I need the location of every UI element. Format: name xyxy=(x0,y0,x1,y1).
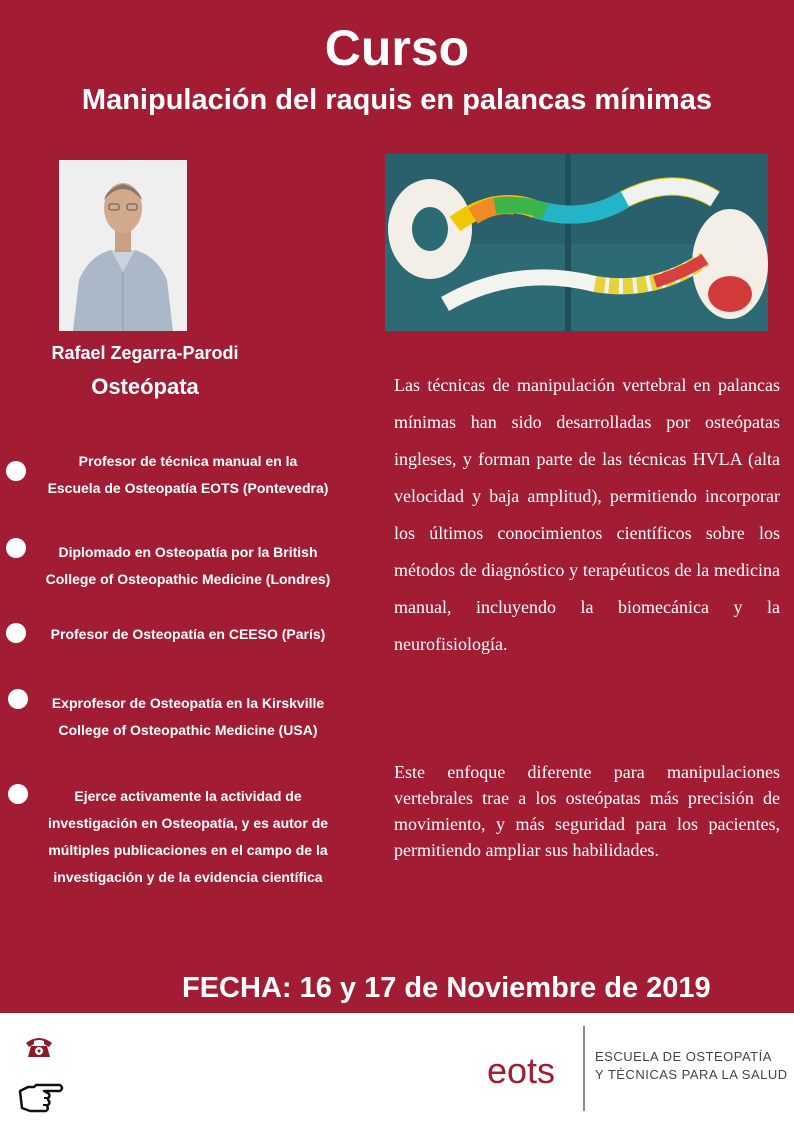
credential-item: Profesor de técnica manual en la Escuela de Osteopatía EOTS (Pontevedra) xyxy=(47,453,329,496)
school-name-line-1: ESCUELA DE OSTEOPATÍA xyxy=(595,1049,772,1064)
pointing-hand-icon xyxy=(18,1075,64,1115)
eots-logo-text: eots xyxy=(487,1050,556,1091)
credential-item: Exprofesor de Osteopatía en la Kirskville College of Osteopathic Medicine (USA) xyxy=(51,695,325,738)
spine-model-image xyxy=(385,154,768,331)
course-subtitle: Manipulación del raquis en palancas mínimas xyxy=(81,84,713,116)
description-paragraph-1: Las técnicas de manipulación vertebral en palancas mínimas han sido desarrolladas por osteópatas ingleses, y forman parte de las técnicas HVLA (alta velocidad y baja amplitud), permitiendo incorporar los últimos conocimientos científicos sobre los métodos de diagnóstico y terapéuticos de la medicina manual, incluyendo la biomecánica y la neurofisiología. xyxy=(394,375,780,654)
credential-item: Profesor de Osteopatía en CEESO (París) xyxy=(50,626,326,642)
eots-logo xyxy=(487,1047,577,1097)
course-title: Curso xyxy=(324,20,470,76)
instructor-name: Rafael Zegarra-Parodi xyxy=(51,343,239,363)
event-date: FECHA: 16 y 17 de Noviembre de 2019 xyxy=(182,972,711,1004)
logo-divider xyxy=(583,1026,585,1111)
telephone-icon xyxy=(24,1033,54,1059)
description-paragraph-2: Este enfoque diferente para manipulaciones vertebrales trae a los osteópatas más precisión de movimiento, y más seguridad para los pacientes, permitiendo ampliar sus habilidades. xyxy=(394,762,780,860)
credential-item: Ejerce activamente la actividad de investigación en Osteopatía, y es autor de múltiples publicaciones en el campo de la investigación y de la evidencia científica xyxy=(47,788,329,885)
phone-number[interactable]: 986.852.531 xyxy=(78,1033,223,1063)
instructor-photo xyxy=(59,160,187,331)
school-name-line-2: Y TÉCNICAS PARA LA SALUD xyxy=(595,1067,788,1082)
website-link[interactable]: escuelaosteopatiaeots.es xyxy=(78,1079,394,1109)
instructor-role: Osteópata xyxy=(91,374,199,399)
credential-item: Diplomado en Osteopatía por la British College of Osteopathic Medicine (Londres) xyxy=(45,544,331,587)
